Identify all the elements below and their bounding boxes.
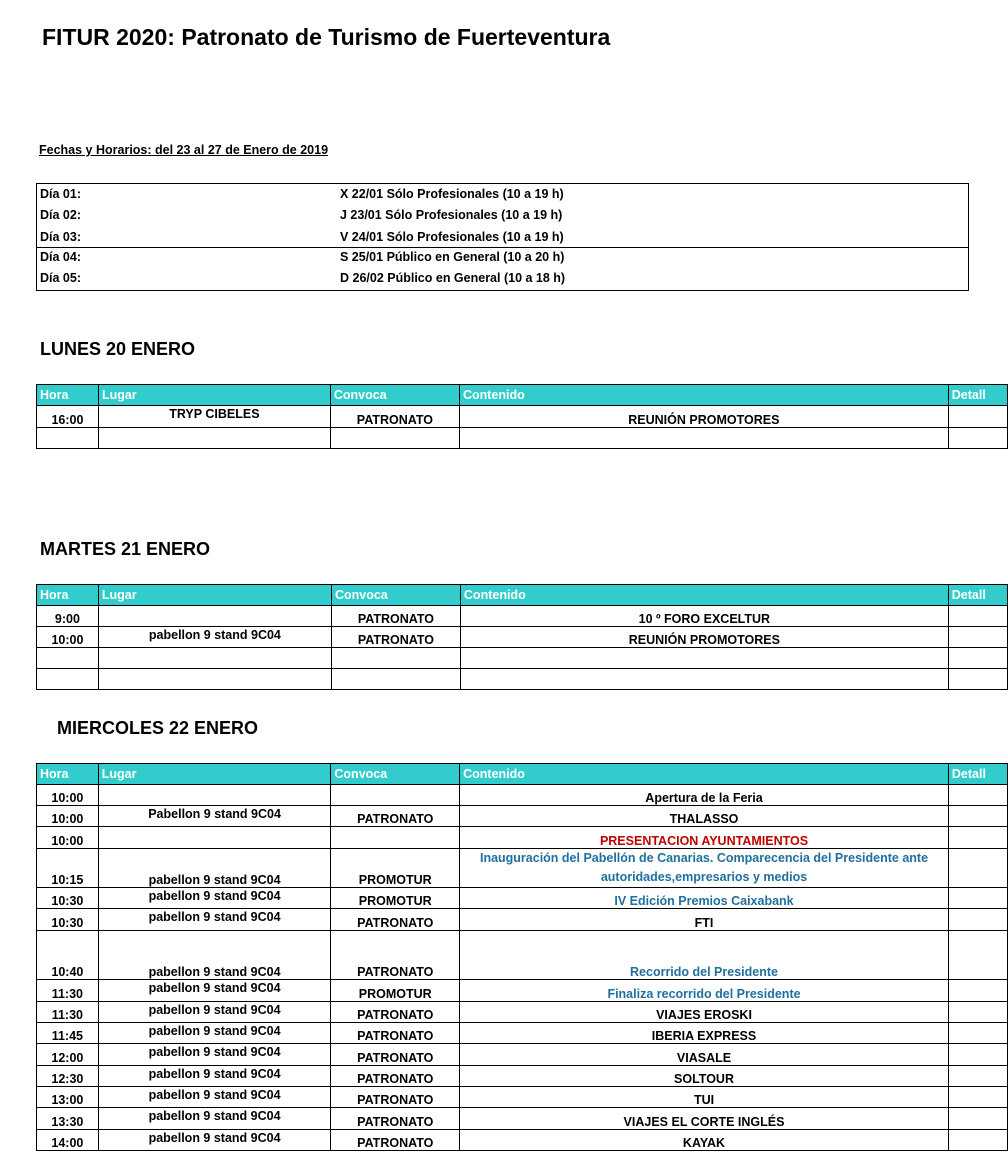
- day-description: V 24/01 Sólo Profesionales (10 a 19 h): [340, 230, 564, 244]
- cell-lugar: TRYP CIBELES: [98, 406, 330, 428]
- schedule-table-lunes: [36, 384, 1008, 449]
- cell-convoca: PATRONATO: [331, 1108, 460, 1130]
- dates-heading: Fechas y Horarios: del 23 al 27 de Enero de 2019: [39, 143, 329, 157]
- cell-detalle: [948, 428, 1007, 449]
- table-row: [37, 606, 1008, 627]
- cell-detalle: [948, 1108, 1007, 1130]
- table-row: [37, 406, 1008, 428]
- cell-detalle: [948, 1087, 1007, 1108]
- cell-lugar: pabellon 9 stand 9C04: [98, 1044, 331, 1066]
- cell-contenido: [459, 428, 948, 449]
- cell-lugar: pabellon 9 stand 9C04: [98, 1087, 331, 1108]
- cell-detalle: [948, 606, 1007, 627]
- cell-lugar: pabellon 9 stand 9C04: [98, 980, 331, 1002]
- cell-convoca: PATRONATO: [331, 1023, 460, 1044]
- table-row: [37, 428, 1008, 449]
- cell-contenido: REUNIÓN PROMOTORES: [459, 406, 948, 428]
- cell-detalle: [948, 627, 1007, 648]
- cell-contenido: VIAJES EL CORTE INGLÉS: [460, 1108, 949, 1130]
- cell-contenido: [460, 648, 948, 669]
- cell-detalle: [948, 909, 1007, 931]
- cell-contenido: Finaliza recorrido del Presidente: [460, 980, 949, 1002]
- table-row: [37, 980, 1008, 1002]
- cell-contenido: Apertura de la Feria: [460, 785, 949, 806]
- cell-lugar: [98, 669, 331, 690]
- cell-hora: 10:00: [37, 806, 99, 827]
- cell-detalle: [948, 669, 1007, 690]
- table-header-row: [37, 764, 1008, 785]
- cell-convoca: PROMOTUR: [331, 888, 460, 909]
- cell-contenido: THALASSO: [460, 806, 949, 827]
- day-label: Día 03:: [40, 230, 81, 244]
- cell-convoca: [331, 785, 460, 806]
- cell-contenido: VIASALE: [460, 1044, 949, 1066]
- header-detalle: Detall: [948, 764, 1007, 785]
- cell-hora: 13:30: [37, 1108, 99, 1130]
- days-table: [36, 183, 969, 291]
- header-contenido: Contenido: [460, 585, 948, 606]
- cell-detalle: [948, 1066, 1007, 1087]
- cell-convoca: [331, 827, 460, 849]
- header-hora: Hora: [37, 764, 99, 785]
- table-row: [37, 1066, 1008, 1087]
- cell-hora: 10:00: [37, 627, 99, 648]
- cell-detalle: [948, 648, 1007, 669]
- cell-contenido: KAYAK: [460, 1130, 949, 1151]
- header-hora: Hora: [37, 585, 99, 606]
- cell-detalle: [948, 406, 1007, 428]
- table-row: [37, 888, 1008, 909]
- cell-hora: 11:30: [37, 1002, 99, 1023]
- cell-lugar: pabellon 9 stand 9C04: [98, 909, 331, 931]
- cell-lugar: pabellon 9 stand 9C04: [98, 1130, 331, 1151]
- cell-convoca: [330, 428, 459, 449]
- day-description: D 26/02 Público en General (10 a 18 h): [340, 271, 566, 285]
- cell-hora: 12:30: [37, 1066, 99, 1087]
- cell-contenido: TUI: [460, 1087, 949, 1108]
- cell-convoca: PATRONATO: [331, 606, 460, 627]
- day-label: Día 01:: [40, 187, 81, 201]
- cell-lugar: [98, 606, 331, 627]
- cell-hora: 12:00: [37, 1044, 99, 1066]
- cell-contenido: [460, 669, 948, 690]
- cell-hora: [37, 669, 99, 690]
- header-lugar: Lugar: [98, 385, 330, 406]
- table-row: [37, 785, 1008, 806]
- cell-contenido: VIAJES EROSKI: [460, 1002, 949, 1023]
- cell-lugar: pabellon 9 stand 9C04: [98, 888, 331, 909]
- cell-detalle: [948, 806, 1007, 827]
- cell-hora: 11:45: [37, 1023, 99, 1044]
- cell-hora: [37, 428, 99, 449]
- cell-contenido: SOLTOUR: [460, 1066, 949, 1087]
- cell-detalle: [948, 1023, 1007, 1044]
- header-detalle: Detall: [948, 585, 1007, 606]
- cell-lugar: pabellon 9 stand 9C04: [98, 627, 331, 648]
- section-title-miercoles: MIERCOLES 22 ENERO: [57, 718, 259, 738]
- table-row: [37, 1023, 1008, 1044]
- cell-convoca: [331, 669, 460, 690]
- cell-detalle: [948, 980, 1007, 1002]
- schedule-table-miercoles: [36, 763, 1008, 1151]
- cell-convoca: PATRONATO: [331, 909, 460, 931]
- cell-detalle: [948, 827, 1007, 849]
- cell-lugar: pabellon 9 stand 9C04: [98, 931, 331, 980]
- cell-contenido: 10 º FORO EXCELTUR: [460, 606, 948, 627]
- header-lugar: Lugar: [98, 764, 331, 785]
- cell-hora: 10:30: [37, 888, 99, 909]
- table-header-row: [37, 585, 1008, 606]
- cell-detalle: [948, 1002, 1007, 1023]
- cell-detalle: [948, 1130, 1007, 1151]
- cell-hora: 10:40: [37, 931, 99, 980]
- header-contenido: Contenido: [460, 764, 949, 785]
- cell-lugar: pabellon 9 stand 9C04: [98, 1023, 331, 1044]
- cell-lugar: Pabellon 9 stand 9C04: [98, 806, 331, 827]
- cell-convoca: PATRONATO: [331, 806, 460, 827]
- table-row: [37, 627, 1008, 648]
- cell-convoca: PATRONATO: [331, 627, 460, 648]
- table-header-row: [37, 385, 1008, 406]
- header-contenido: Contenido: [459, 385, 948, 406]
- table-row: [37, 1130, 1008, 1151]
- schedule-table-martes: [36, 584, 1008, 690]
- cell-lugar: pabellon 9 stand 9C04: [98, 1108, 331, 1130]
- table-row: [37, 669, 1008, 690]
- header-lugar: Lugar: [98, 585, 331, 606]
- day-label: Día 05:: [40, 271, 81, 285]
- cell-hora: 14:00: [37, 1130, 99, 1151]
- cell-hora: 10:00: [37, 785, 99, 806]
- cell-lugar: [98, 827, 331, 849]
- table-row: [37, 1108, 1008, 1130]
- cell-hora: 13:00: [37, 1087, 99, 1108]
- cell-lugar: [98, 785, 331, 806]
- table-row: [37, 1002, 1008, 1023]
- section-title-martes: MARTES 21 ENERO: [40, 539, 211, 559]
- cell-hora: 10:30: [37, 909, 99, 931]
- section-title-lunes: LUNES 20 ENERO: [40, 339, 196, 359]
- day-description: S 25/01 Público en General (10 a 20 h): [340, 250, 565, 264]
- cell-contenido: PRESENTACION AYUNTAMIENTOS: [460, 827, 949, 849]
- cell-convoca: PATRONATO: [331, 1044, 460, 1066]
- table-row: [37, 827, 1008, 849]
- day-label: Día 02:: [40, 208, 81, 222]
- day-description: J 23/01 Sólo Profesionales (10 a 19 h): [340, 208, 563, 222]
- day-label: Día 04:: [40, 250, 81, 264]
- cell-contenido: FTI: [460, 909, 949, 931]
- table-row: [37, 806, 1008, 827]
- header-convoca: Convoca: [331, 585, 460, 606]
- table-row: [37, 909, 1008, 931]
- day-description: X 22/01 Sólo Profesionales (10 a 19 h): [340, 187, 564, 201]
- cell-convoca: PATRONATO: [331, 1130, 460, 1151]
- cell-lugar: [98, 428, 330, 449]
- cell-hora: 10:00: [37, 827, 99, 849]
- cell-hora: 9:00: [37, 606, 99, 627]
- table-row: [37, 648, 1008, 669]
- cell-detalle: [948, 785, 1007, 806]
- table-row: [37, 931, 1008, 980]
- cell-hora: [37, 648, 99, 669]
- cell-convoca: PATRONATO: [330, 406, 459, 428]
- cell-detalle: [948, 1044, 1007, 1066]
- cell-convoca: PATRONATO: [331, 1002, 460, 1023]
- cell-hora: 11:30: [37, 980, 99, 1002]
- cell-detalle: [948, 888, 1007, 909]
- cell-contenido: IV Edición Premios Caixabank: [460, 888, 949, 909]
- cell-convoca: PROMOTUR: [331, 980, 460, 1002]
- table-row: [37, 849, 1008, 888]
- document-title: FITUR 2020: Patronato de Turismo de Fuerteventura: [42, 24, 611, 50]
- cell-detalle: [948, 849, 1007, 888]
- cell-hora: 10:15: [37, 849, 99, 888]
- cell-contenido: IBERIA EXPRESS: [460, 1023, 949, 1044]
- cell-contenido: Recorrido del Presidente: [460, 931, 949, 980]
- cell-lugar: pabellon 9 stand 9C04: [98, 1066, 331, 1087]
- cell-convoca: PATRONATO: [331, 1087, 460, 1108]
- days-divider: [37, 247, 968, 248]
- table-row: [37, 1087, 1008, 1108]
- cell-lugar: [98, 648, 331, 669]
- header-convoca: Convoca: [330, 385, 459, 406]
- cell-convoca: [331, 648, 460, 669]
- cell-contenido: REUNIÓN PROMOTORES: [460, 627, 948, 648]
- cell-hora: 16:00: [37, 406, 99, 428]
- cell-convoca: PROMOTUR: [331, 849, 460, 888]
- header-hora: Hora: [37, 385, 99, 406]
- cell-lugar: pabellon 9 stand 9C04: [98, 1002, 331, 1023]
- header-detalle: Detall: [948, 385, 1007, 406]
- table-row: [37, 1044, 1008, 1066]
- cell-contenido: Inauguración del Pabellón de Canarias. Comparecencia del Presidente ante autoridades,empresarios y medios: [460, 849, 949, 888]
- header-convoca: Convoca: [331, 764, 460, 785]
- cell-detalle: [948, 931, 1007, 980]
- cell-convoca: PATRONATO: [331, 1066, 460, 1087]
- cell-convoca: PATRONATO: [331, 931, 460, 980]
- cell-lugar: pabellon 9 stand 9C04: [98, 849, 331, 888]
